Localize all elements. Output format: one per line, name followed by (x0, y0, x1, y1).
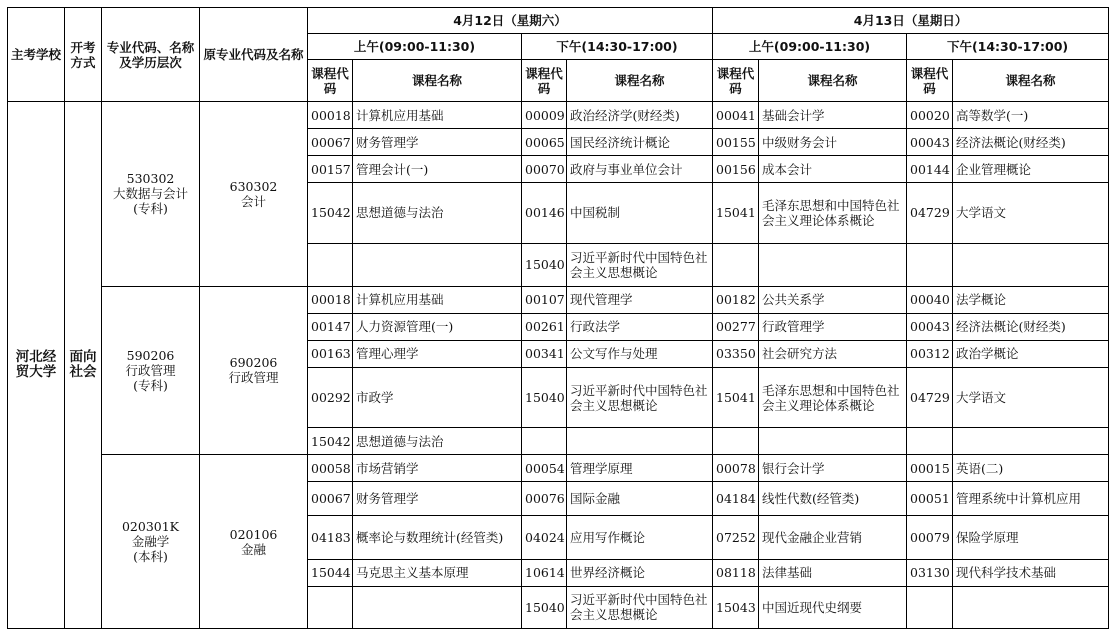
course-name: 财务管理学 (353, 482, 522, 516)
course-name: 思想道德与法治 (353, 428, 522, 455)
course-code: 00312 (907, 340, 953, 367)
course-code: 00051 (907, 482, 953, 516)
course-code: 00054 (522, 455, 567, 482)
course-name: 国民经济统计概论 (567, 129, 713, 156)
course-name: 法学概论 (953, 286, 1109, 313)
header-major: 专业代码、名称及学历层次 (102, 8, 200, 102)
course-code: 04729 (907, 183, 953, 243)
header-orig-major: 原专业代码及名称 (200, 8, 308, 102)
major-code: 590206 (126, 347, 175, 363)
major-code: 020301K (121, 519, 180, 535)
course-code: 03350 (713, 340, 759, 367)
course-code: 15042 (308, 183, 353, 243)
orig-major-name: 会计 (240, 193, 266, 209)
course-name: 企业管理概论 (953, 156, 1109, 183)
course-code: 15040 (522, 243, 567, 286)
course-name: 人力资源管理(一) (353, 313, 522, 340)
course-name: 中国近现代史纲要 (759, 586, 907, 628)
course-code: 00020 (907, 102, 953, 129)
course-name (953, 586, 1109, 628)
course-name (953, 428, 1109, 455)
course-code: 00009 (522, 102, 567, 129)
course-code: 00147 (308, 313, 353, 340)
header-course-name: 课程名称 (353, 60, 522, 102)
major-level: (专科) (133, 377, 168, 393)
orig-major-code: 020106 (229, 526, 278, 542)
course-name: 基础会计学 (759, 102, 907, 129)
course-name: 现代管理学 (567, 286, 713, 313)
exam-mode-cell (65, 102, 102, 629)
course-name: 行政法学 (567, 313, 713, 340)
header-course-code: 课程代码 (522, 60, 567, 102)
orig-major-name: 行政管理 (228, 370, 279, 386)
course-name (353, 243, 522, 286)
header-day2-morning: 上午(09:00-11:30) (713, 34, 907, 60)
school-name: 河北经贸大学 (15, 349, 57, 380)
major-cell (102, 286, 200, 455)
course-code: 00078 (713, 455, 759, 482)
course-code: 00155 (713, 129, 759, 156)
course-name: 英语(二) (953, 455, 1109, 482)
course-name: 管理会计(一) (353, 156, 522, 183)
course-name: 市政学 (353, 367, 522, 427)
course-code: 08118 (713, 559, 759, 586)
course-name: 保险学原理 (953, 516, 1109, 559)
course-code: 15040 (522, 586, 567, 628)
course-name: 现代科学技术基础 (953, 559, 1109, 586)
course-name: 管理系统中计算机应用 (953, 482, 1109, 516)
course-code (907, 243, 953, 286)
course-name: 应用写作概论 (567, 516, 713, 559)
course-code: 00065 (522, 129, 567, 156)
course-name: 马克思主义基本原理 (353, 559, 522, 586)
course-code: 03130 (907, 559, 953, 586)
course-name: 经济法概论(财经类) (953, 313, 1109, 340)
course-name: 世界经济概论 (567, 559, 713, 586)
course-code: 00067 (308, 129, 353, 156)
course-code: 00079 (907, 516, 953, 559)
course-name: 公文写作与处理 (567, 340, 713, 367)
course-code (907, 586, 953, 628)
course-code: 00043 (907, 129, 953, 156)
orig-major-code: 690206 (229, 355, 278, 371)
course-name: 中级财务会计 (759, 129, 907, 156)
course-name: 毛泽东思想和中国特色社会主义理论体系概论 (759, 367, 907, 427)
course-name: 财务管理学 (353, 129, 522, 156)
major-name: 大数据与会计 (112, 186, 188, 202)
table-body (8, 102, 1109, 629)
header-day2: 4月13日（星期日） (713, 8, 1109, 34)
course-name: 管理心理学 (353, 340, 522, 367)
course-code: 04184 (713, 482, 759, 516)
course-code: 00018 (308, 102, 353, 129)
course-name: 习近平新时代中国特色社会主义思想概论 (567, 367, 713, 427)
orig-major-cell (200, 455, 308, 629)
major-cell (102, 455, 200, 629)
course-name: 社会研究方法 (759, 340, 907, 367)
orig-major-cell (200, 102, 308, 287)
course-code: 00015 (907, 455, 953, 482)
course-name: 银行会计学 (759, 455, 907, 482)
header-day1: 4月12日（星期六） (308, 8, 713, 34)
table-header (8, 8, 1109, 102)
course-code: 00041 (713, 102, 759, 129)
course-name: 大学语文 (953, 183, 1109, 243)
course-code: 07252 (713, 516, 759, 559)
course-name (567, 428, 713, 455)
course-name: 政治学概论 (953, 340, 1109, 367)
course-code (713, 243, 759, 286)
course-name: 习近平新时代中国特色社会主义思想概论 (567, 586, 713, 628)
course-code (907, 428, 953, 455)
course-name: 中国税制 (567, 183, 713, 243)
course-code: 00341 (522, 340, 567, 367)
course-name: 成本会计 (759, 156, 907, 183)
course-code: 00070 (522, 156, 567, 183)
exam-schedule-table (7, 7, 1109, 629)
course-name: 公共关系学 (759, 286, 907, 313)
header-school: 主考学校 (8, 8, 65, 102)
course-code: 10614 (522, 559, 567, 586)
course-name (759, 243, 907, 286)
table-row (8, 102, 1109, 129)
exam-mode: 面向社会 (69, 349, 97, 380)
course-code (713, 428, 759, 455)
course-code: 00144 (907, 156, 953, 183)
course-name: 法律基础 (759, 559, 907, 586)
course-name: 管理学原理 (567, 455, 713, 482)
header-course-code: 课程代码 (308, 60, 353, 102)
course-code: 15044 (308, 559, 353, 586)
course-name: 线性代数(经管类) (759, 482, 907, 516)
course-code: 04729 (907, 367, 953, 427)
course-code: 15040 (522, 367, 567, 427)
course-name (353, 586, 522, 628)
course-name: 行政管理学 (759, 313, 907, 340)
course-code: 00107 (522, 286, 567, 313)
course-code: 00182 (713, 286, 759, 313)
course-name: 政府与事业单位会计 (567, 156, 713, 183)
course-code: 00043 (907, 313, 953, 340)
course-name: 现代金融企业营销 (759, 516, 907, 559)
header-day1-afternoon: 下午(14:30-17:00) (522, 34, 713, 60)
course-name: 大学语文 (953, 367, 1109, 427)
course-name: 毛泽东思想和中国特色社会主义理论体系概论 (759, 183, 907, 243)
course-name: 思想道德与法治 (353, 183, 522, 243)
course-name: 国际金融 (567, 482, 713, 516)
course-code: 15043 (713, 586, 759, 628)
course-name: 概率论与数理统计(经管类) (353, 516, 522, 559)
school-name-cell (8, 102, 65, 629)
course-code: 00156 (713, 156, 759, 183)
course-name: 经济法概论(财经类) (953, 129, 1109, 156)
course-code (308, 586, 353, 628)
major-level: (本科) (133, 549, 168, 565)
header-course-name: 课程名称 (953, 60, 1109, 102)
header-course-name: 课程名称 (567, 60, 713, 102)
major-code: 530302 (126, 171, 175, 187)
header-mode: 开考方式 (65, 8, 102, 102)
course-name (759, 428, 907, 455)
course-code: 00157 (308, 156, 353, 183)
course-code: 04024 (522, 516, 567, 559)
course-code: 15041 (713, 183, 759, 243)
header-course-name: 课程名称 (759, 60, 907, 102)
course-name: 高等数学(一) (953, 102, 1109, 129)
course-code (308, 243, 353, 286)
course-code: 15042 (308, 428, 353, 455)
major-cell (102, 102, 200, 287)
major-name: 行政管理 (125, 362, 176, 378)
header-course-code: 课程代码 (713, 60, 759, 102)
course-code (522, 428, 567, 455)
orig-major-code: 630302 (229, 178, 278, 194)
table-row (8, 286, 1109, 313)
course-name (953, 243, 1109, 286)
major-level: (专科) (133, 201, 168, 217)
major-name: 金融学 (131, 534, 170, 550)
course-name: 计算机应用基础 (353, 102, 522, 129)
course-name: 习近平新时代中国特色社会主义思想概论 (567, 243, 713, 286)
course-code: 00076 (522, 482, 567, 516)
header-day2-afternoon: 下午(14:30-17:00) (907, 34, 1109, 60)
course-code: 00146 (522, 183, 567, 243)
course-code: 00067 (308, 482, 353, 516)
course-code: 00058 (308, 455, 353, 482)
header-course-code: 课程代码 (907, 60, 953, 102)
orig-major-cell (200, 286, 308, 455)
orig-major-name: 金融 (240, 541, 266, 557)
header-day1-morning: 上午(09:00-11:30) (308, 34, 522, 60)
course-code: 04183 (308, 516, 353, 559)
course-code: 00040 (907, 286, 953, 313)
course-name: 计算机应用基础 (353, 286, 522, 313)
table-row (8, 455, 1109, 482)
course-code: 00261 (522, 313, 567, 340)
course-code: 00163 (308, 340, 353, 367)
course-name: 市场营销学 (353, 455, 522, 482)
course-code: 15041 (713, 367, 759, 427)
course-code: 00292 (308, 367, 353, 427)
course-code: 00277 (713, 313, 759, 340)
course-name: 政治经济学(财经类) (567, 102, 713, 129)
course-code: 00018 (308, 286, 353, 313)
